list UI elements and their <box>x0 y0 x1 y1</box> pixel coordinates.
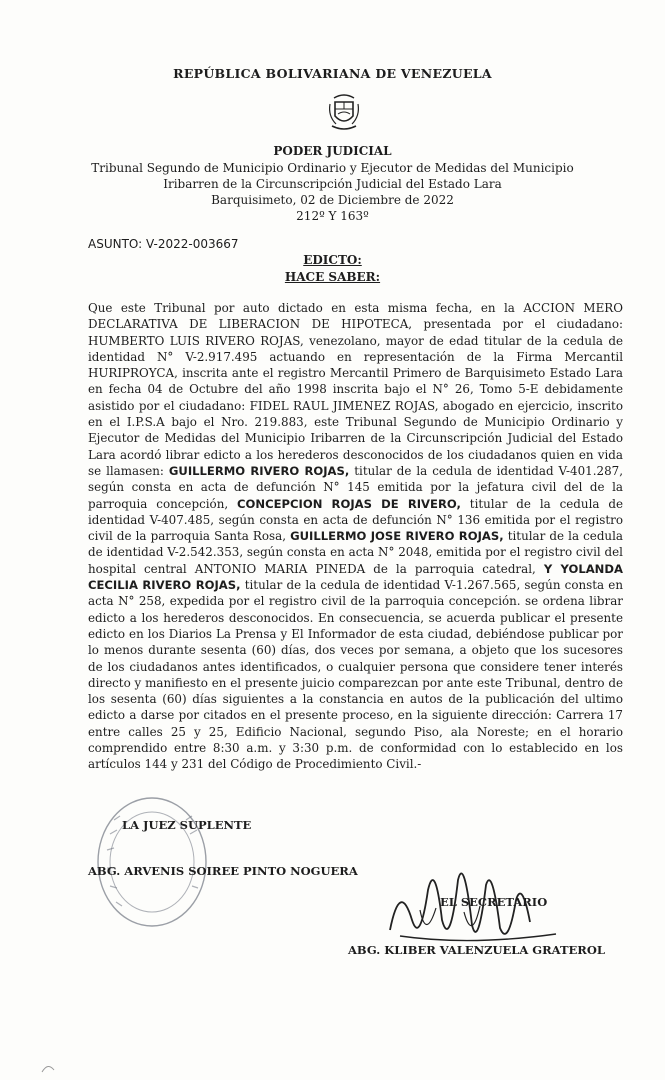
city-date: Barquisimeto, 02 de Diciembre de 2022 <box>211 193 454 207</box>
republic-heading: REPÚBLICA BOLIVARIANA DE VENEZUELA <box>173 66 492 81</box>
tribunal-line-2: Iribarren de la Circunscripción Judicial del Estado Lara <box>163 177 502 191</box>
secretary-title: EL SECRETARIO <box>440 895 548 909</box>
heir-name-2: CONCEPCION ROJAS DE RIVERO, <box>237 496 461 511</box>
heir-name-1: GUILLERMO RIVERO ROJAS, <box>168 463 350 478</box>
hace-saber-title: HACE SABER: <box>284 270 381 284</box>
body-text-5: titular de la cedula de identidad V-1.267.565, según consta en acta N° 258, expedida por el registro civil de la parroquia concepción. se ordena librar edicto a los herederos desconocidos. En consecuencia, se acuerda publicar el presente edicto en los Diarios La Prensa y El Informador de esta ciudad, debiéndose publicar por lo menos durante sesenta (60) días, dos veces por semana, a objeto que los sucesores de los ciudadanos antes identificados, o cualquier persona que considere tener interés directo y manifiesto en el presente juicio comparezcan por ante este Tribunal, dentro de los sesenta (60) días siguientes a la constancia en autos de la publicación del ultimo edicto a darse por citados en el presente proceso, en la siguiente dirección: Carrera 17 entre calles 25 y 25, Edificio Nacional, segundo Piso, ala Noreste; en el horario comprendido entre 8:30 a.m. y 3:30 p.m. de conformidad con lo establecido en los artículos 144 y 231 del Código de Procedimiento Civil.- <box>88 578 623 772</box>
judicial-power-heading: PODER JUDICIAL <box>273 144 392 158</box>
case-number: ASUNTO: V-2022-003667 <box>88 237 239 251</box>
coat-of-arms-icon <box>320 90 368 134</box>
tribunal-line-1: Tribunal Segundo de Municipio Ordinario y Ejecutor de Medidas del Municipio <box>91 161 574 175</box>
years-line: 212º Y 163º <box>296 209 369 223</box>
body-text-4: titular de la cedula de identidad V-2.542.353, según consta en acta N° 2048, emitida por el registro civil del hospital central ANTONIO MARIA PINEDA de la parroquia catedral, <box>88 529 623 576</box>
edict-title: EDICTO: <box>303 253 362 267</box>
body-text-1: Que este Tribunal por auto dictado en esta misma fecha, en la ACCION MERO DECLARATIVA DE LIBERACION DE HIPOTECA, presentada por el ciudadano: HUMBERTO LUIS RIVERO ROJAS, venezolano, mayor de edad titular de la cedula de identidad N° V-2.917.495 actuando en representación de la Firma Mercantil HURIPROYCA, inscrita ante el registro Mercantil Primero de Barquisimeto Estado Lara en fecha 04 de Octubre del año 1998 inscrita bajo el N° 26, Tomo 5-E debidamente asistido por el ciudadano: FIDEL RAUL JIMENEZ ROJAS, abogado en ejercicio, inscrito en el I.P.S.A bajo el Nro. 219.883, este Tribunal Segundo de Municipio Ordinario y Ejecutor de Medidas del Municipio Iribarren de la Circunscripción Judicial del Estado Lara acordó librar edicto a los herederos desconocidos de los ciudadanos quien en vida se llamasen: <box>88 301 623 478</box>
edict-body <box>88 300 623 773</box>
heir-name-4: Y YOLANDA CECILIA RIVERO ROJAS, <box>88 561 623 593</box>
secretary-name: ABG. KLIBER VALENZUELA GRATEROL <box>348 943 605 957</box>
corner-mark <box>40 1060 60 1074</box>
judge-name: ABG. ARVENIS SOIREE PINTO NOGUERA <box>88 864 358 878</box>
heir-name-3: GUILLERMO JOSE RIVERO ROJAS, <box>290 529 504 544</box>
body-text-3: titular de la cedula de identidad V-407.485, según consta en acta de defunción N° 136 emitida por el registro civil de la parroquia Santa Rosa, <box>88 496 624 544</box>
judge-title: LA JUEZ SUPLENTE <box>122 818 252 832</box>
body-text-2: titular de la cedula de identidad V-401.287, según consta en acta de defunción N° 145 emitida por la jefatura civil del de la parroquia concepción, <box>88 463 623 511</box>
